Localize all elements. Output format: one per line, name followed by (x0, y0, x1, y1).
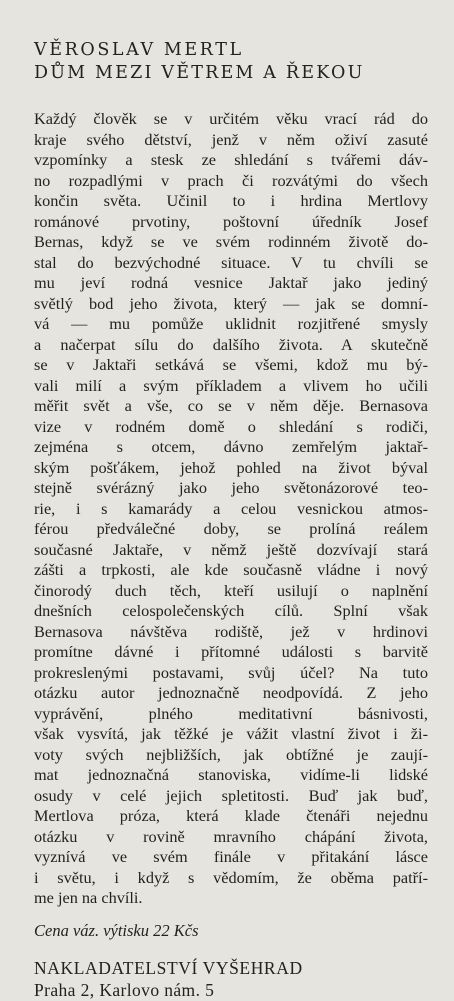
blurb-line: vyznívá ve svém finále v přitakání lásce (34, 847, 428, 866)
blurb-line: se v Jaktaři setkává se všemi, kdož mu bý- (34, 355, 428, 374)
blurb-line: stal do bezvýchodné situace. V tu chvíli se (34, 252, 428, 272)
blurb-line: zášti a trpkosti, ale kde současně vládne i nový (34, 560, 428, 579)
blurb-line: otázku autor jednoznačně neodpovídá. Z jeho (34, 683, 428, 702)
blurb-line: i světu, i když s vědomím, že oběma patří- (34, 867, 428, 887)
publisher-name: NAKLADATELSTVÍ VYŠEHRAD (34, 957, 303, 978)
blurb-line: činorodý duch těch, kteří usilují o naplnění (34, 580, 428, 600)
blurb-line: mat jednoznačná stanoviska, vidíme-li lidské (34, 765, 428, 784)
blurb-line: vize v rodném domě o shledání s rodiči, (34, 416, 428, 436)
blurb-line: me jen na chvíli. (34, 888, 143, 907)
blurb-line: no rozpadlými v prach či rozvátými do všech (34, 170, 428, 190)
blurb-line: voty svých nejbližších, jak obtížné je zaují- (34, 744, 428, 764)
blurb-line: románové prvotiny, poštovní úředník Josef (34, 211, 428, 231)
blurb-line: však vysvítá, jak těžké je vážit vlastní život i ži- (34, 724, 428, 743)
blurb-line: měřit svět a vše, co se v něm děje. Bernasova (34, 396, 428, 415)
author-name: VĚROSLAV MERTL (34, 40, 244, 60)
blurb-line: Bernas, když se ve svém rodinném životě do- (34, 232, 428, 251)
blurb-line: Mertlova próza, která klade čtenáři nejednu (34, 806, 428, 825)
publisher-address: Praha 2, Karlovo nám. 5 (34, 979, 215, 1000)
blurb-line: a načerpat sílu do dalšího života. A skutečně (34, 334, 428, 354)
blurb-line: vzpomínky a stesk ze shledání s tvářemi dáv- (34, 150, 428, 169)
blurb-line: Bernasova návštěva rodiště, jež v hrdinovi (34, 621, 428, 641)
blurb-line: osudy v celé jejich spletitosti. Buď jak buď, (34, 785, 428, 805)
blurb-line: ským pošťákem, jehož pohled na život býval (34, 457, 428, 477)
blurb-line: férou předválečné doby, se prolíná reálem (34, 519, 428, 538)
book-title: DŮM MEZI VĚTREM A ŘEKOU (34, 63, 365, 83)
blurb-line: stejně svérázný jako jeho světonázorové teo- (34, 478, 428, 497)
blurb-line: zejména s otcem, dávno zemřelým jaktař- (34, 437, 428, 456)
blurb-line: dnešních celospolečenských cílů. Splní však (34, 601, 428, 620)
blurb-line: prokreslenými postavami, svůj účel? Na tuto (34, 662, 428, 682)
blurb-line: končin světa. Učinil to i hrdina Mertlovy (34, 191, 428, 210)
blurb-line: rie, i s kamarády a celou vesnickou atmos- (34, 498, 428, 518)
blurb-line: současné Jaktaře, v němž ještě dozvívají stará (34, 539, 428, 559)
blurb-line: vá — mu pomůže uklidnit rozjitřené smysly (34, 314, 428, 333)
blurb-line: světlý bod jeho života, který — jak se domní- (34, 293, 428, 313)
blurb-line: vyprávění, plného meditativní básnivosti, (34, 703, 428, 723)
blurb-text (34, 109, 428, 909)
blurb-line: otázku v rovině mravního chápání života, (34, 826, 428, 846)
blurb-line: vali milí a svým příkladem a vlivem ho učili (34, 375, 428, 395)
blurb-line: mu jeví rodná vesnice Jaktař jako jediný (34, 273, 428, 292)
blurb-line: Každý člověk se v určitém věku vrací rád do (34, 109, 428, 128)
blurb-line: kraje svého dětství, jenž v něm oživí zasuté (34, 129, 428, 149)
blurb-line: promítne dávné i přítomné události s barvitě (34, 642, 428, 661)
price-note: Cena váz. výtisku 22 Kčs (34, 920, 199, 940)
